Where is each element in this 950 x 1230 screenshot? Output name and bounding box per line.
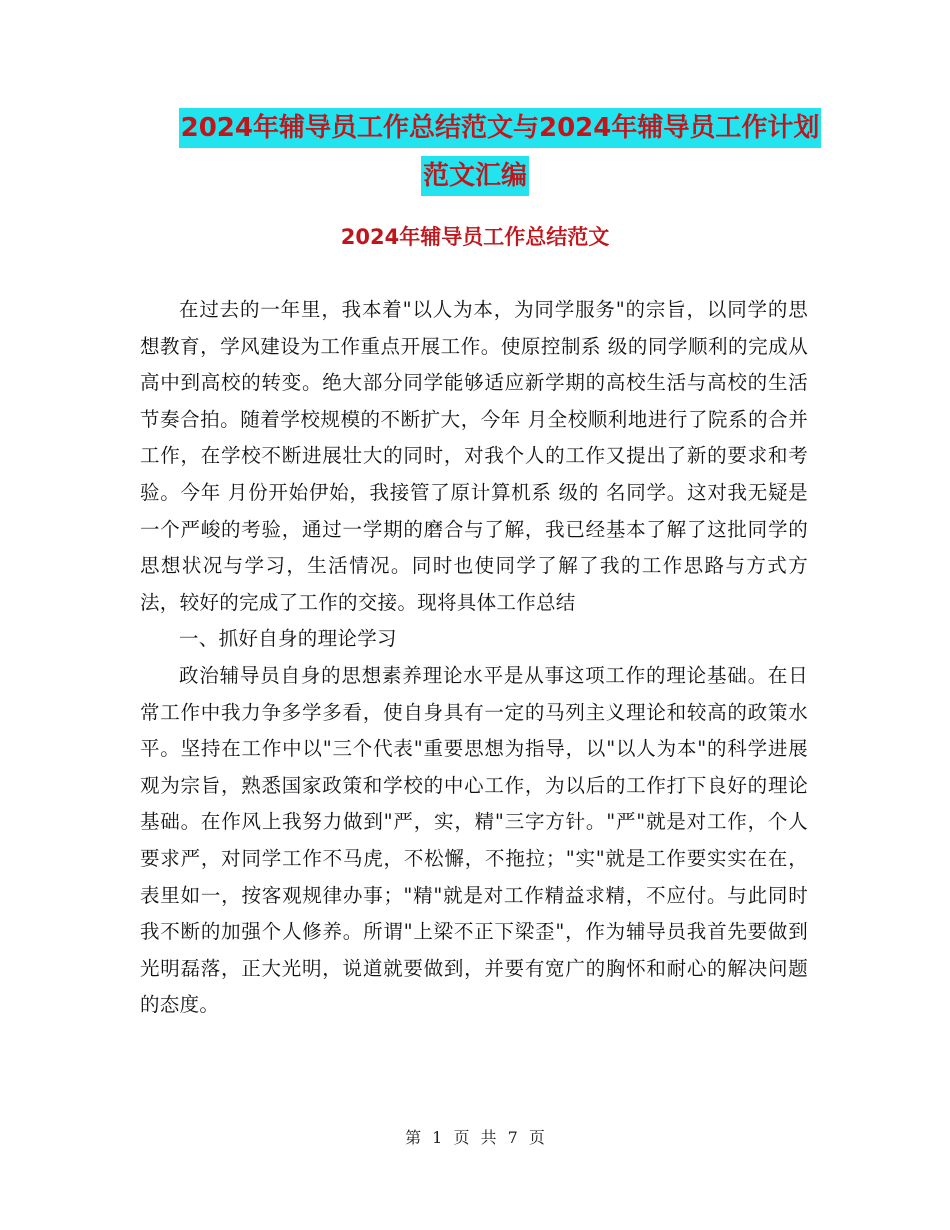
section-heading: 2024年辅导员工作总结范文 bbox=[340, 225, 610, 249]
title-line-1: 2024年辅导员工作总结范文与2024年辅导员工作计划 bbox=[179, 108, 822, 148]
title-row-1 bbox=[0, 108, 950, 156]
paragraph-intro: 在过去的一年里，我本着"以人为本，为同学服务"的宗旨，以同学的思想教育，学风建设为工作重点开展工作。使原控制系 级的同学顺利的完成从高中到高校的转变。绝大部分同学能够适应新学期的高校生活与高校的生活节奏合拍。随着学校规模的不断扩大，今年 月全校顺利地进行了院系的合并工作，在学校不断进展壮大的同时，对我个人的工作又提出了新的要求和考验。今年 月份开始伊始，我接管了原计算机系 级的 名同学。这对我无疑是一个严峻的考验，通过一学期的磨合与了解，我已经基本了解了这批同学的思想状况与学习，生活情况。同时也使同学了解了我的工作思路与方式方法，较好的完成了工作的交接。现将具体工作总结 bbox=[140, 298, 808, 614]
page-footer: 第 1 页 共 7 页 bbox=[405, 1128, 545, 1147]
title-line-2: 范文汇编 bbox=[421, 156, 529, 196]
title-row-2 bbox=[0, 156, 950, 204]
document-body bbox=[140, 292, 808, 1024]
paragraph-theory: 政治辅导员自身的思想素养理论水平是从事这项工作的理论基础。在日常工作中我力争多学多看，使自身具有一定的马列主义理论和较高的政策水平。坚持在工作中以"三个代表"重要思想为指导，以"以人为本"的科学进展观为宗旨，熟悉国家政策和学校的中心工作，为以后的工作打下良好的理论基础。在作风上我努力做到"严，实，精"三字方针。"严"就是对工作，个人要求严，对同学工作不马虎，不松懈，不拖拉；"实"就是工作要实实在在，表里如一，按客观规律办事；"精"就是对工作精益求精，不应付。与此同时我不断的加强个人修养。所谓"上梁不正下梁歪"，作为辅导员我首先要做到光明磊落，正大光明，说道就要做到，并要有宽广的胸怀和耐心的解决问题的态度。 bbox=[140, 663, 808, 1017]
document-title bbox=[0, 108, 950, 204]
paragraph-subheading: 一、抓好自身的理论学习 bbox=[179, 627, 397, 651]
